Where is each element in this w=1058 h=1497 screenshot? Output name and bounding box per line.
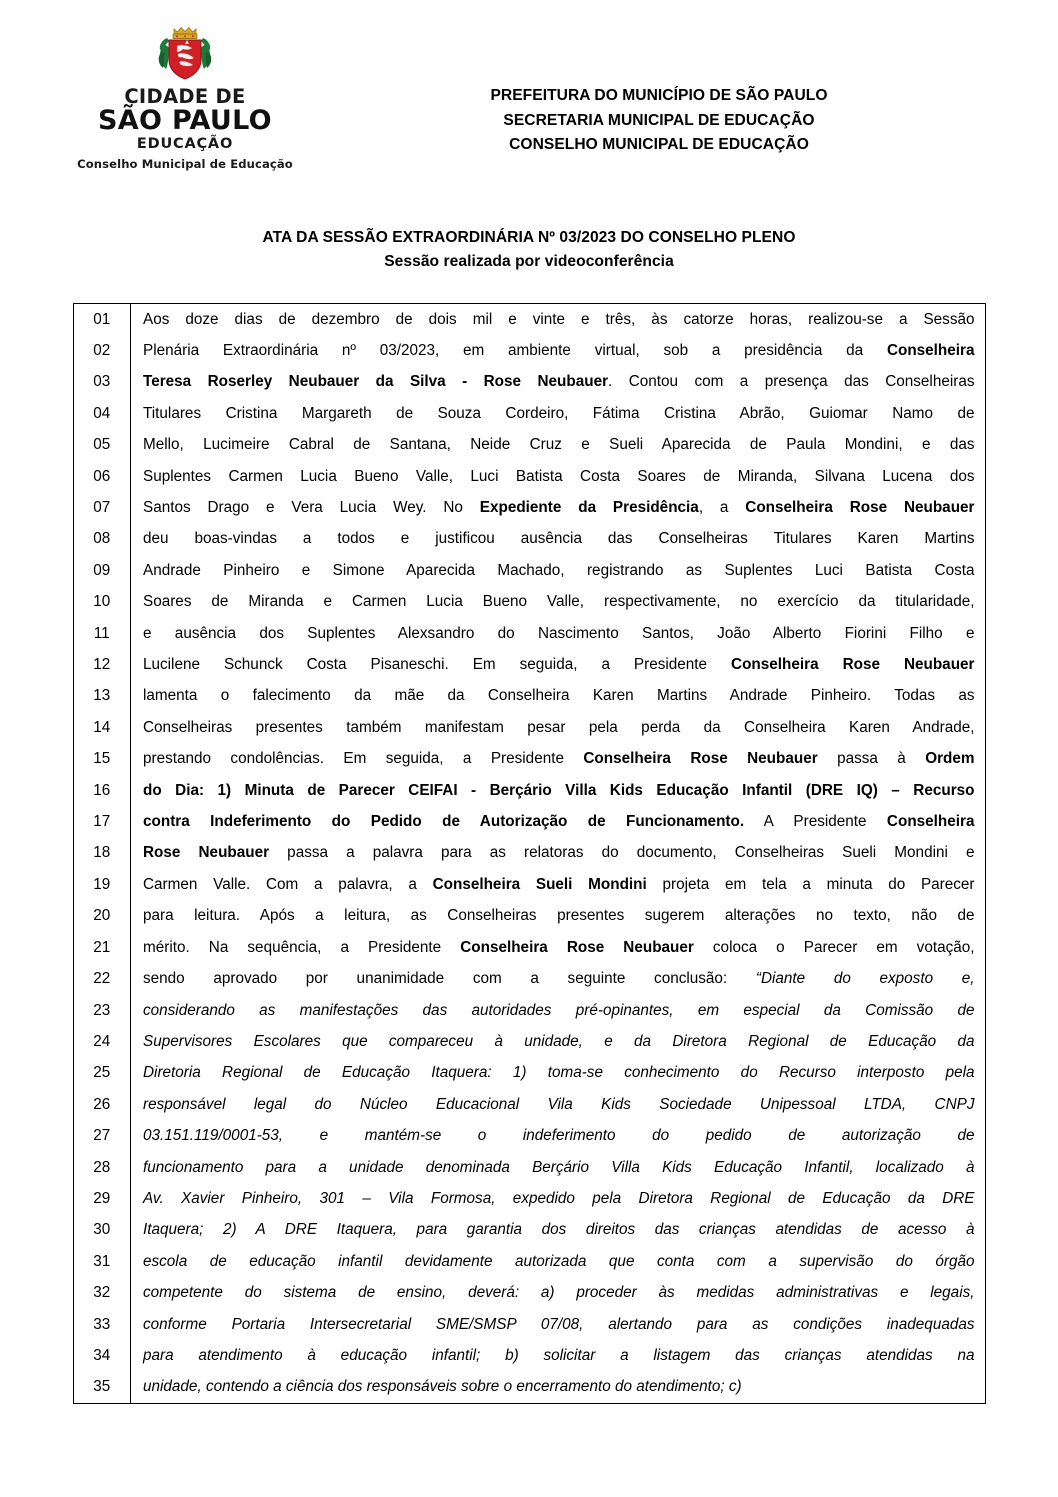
text-run-normal: coloca o Parecer em votação, [693, 938, 975, 956]
table-row [74, 555, 985, 586]
line-text [131, 304, 985, 335]
text-run-normal: Soares de Miranda e Carmen Lucia Bueno Valle, respectivamente, no exercício da titularidade, [143, 593, 975, 611]
table-row [74, 586, 985, 617]
text-run-bold: Conselheira [886, 813, 975, 831]
line-number: 17 [74, 806, 131, 837]
logo-line-educacao: EDUCAÇÃO [136, 135, 234, 152]
text-run-italic: “Diante do exposto e, [755, 970, 975, 988]
text-run-italic: Av. Xavier Pinheiro, 301 – Vila Formosa, expedido pela Diretora Regional de Educação da DRE [143, 1189, 975, 1207]
header-title-block [330, 22, 1058, 158]
text-run-italic: Diretoria Regional de Educação Itaquera: 1) toma-se conhecimento do Recurso interposto pela [143, 1064, 975, 1082]
table-row [74, 1309, 985, 1340]
line-text [131, 869, 985, 900]
table-row [74, 366, 985, 397]
text-run-bold: do Dia: 1) Minuta de Parecer CEIFAI - Berçário Villa Kids Educação Infantil (DRE IQ) – Recurso [143, 781, 975, 799]
line-number: 15 [74, 743, 131, 774]
text-run-bold: Conselheira Sueli Mondini [432, 875, 647, 893]
line-text [131, 461, 985, 492]
table-row [74, 743, 985, 774]
table-row [74, 775, 985, 806]
text-run-normal: prestando condolências. Em seguida, a Presidente [143, 750, 584, 768]
line-number: 20 [74, 900, 131, 931]
line-number: 12 [74, 649, 131, 680]
text-run-normal: A Presidente [744, 813, 887, 831]
table-row [74, 1340, 985, 1371]
table-row [74, 1026, 985, 1057]
text-run-normal: , a [698, 499, 746, 517]
table-row [74, 995, 985, 1026]
sao-paulo-coat-of-arms-icon [156, 22, 214, 84]
line-text [131, 775, 985, 806]
line-number: 22 [74, 963, 131, 994]
line-text [131, 429, 985, 460]
table-row [74, 900, 985, 931]
text-run-normal: para leitura. Após a leitura, as Conselheiras presentes sugerem alterações no texto, não de [143, 907, 975, 925]
table-row [74, 523, 985, 554]
table-row [74, 304, 985, 335]
line-text [131, 806, 985, 837]
line-number: 25 [74, 1057, 131, 1088]
page-subtitle: Sessão realizada por videoconferência [384, 253, 674, 271]
table-row [74, 1089, 985, 1120]
text-run-bold: Rose Neubauer [143, 844, 270, 862]
text-run-bold: Conselheira [886, 341, 975, 359]
line-number: 19 [74, 869, 131, 900]
line-number: 29 [74, 1183, 131, 1214]
line-text [131, 932, 985, 963]
line-text [131, 555, 985, 586]
table-row [74, 492, 985, 523]
text-run-italic: funcionamento para a unidade denominada Berçário Villa Kids Educação Infantil, localizado à [143, 1158, 975, 1176]
line-number: 07 [74, 492, 131, 523]
line-number: 30 [74, 1214, 131, 1245]
line-text [131, 523, 985, 554]
text-run-normal: Mello, Lucimeire Cabral de Santana, Neide Cruz e Sueli Aparecida de Paula Mondini, e das [143, 436, 975, 454]
line-text [131, 1309, 985, 1340]
line-number: 23 [74, 995, 131, 1026]
table-row [74, 1371, 985, 1402]
line-number: 35 [74, 1371, 131, 1402]
line-number: 06 [74, 461, 131, 492]
table-row [74, 429, 985, 460]
text-run-italic: escola de educação infantil devidamente autorizada que conta com a supervisão do órgão [143, 1252, 975, 1270]
document-header [0, 0, 1058, 171]
text-run-italic: Itaquera; 2) A DRE Itaquera, para garantia dos direitos das crianças atendidas de acesso à [143, 1221, 975, 1239]
table-row [74, 618, 985, 649]
table-row [74, 837, 985, 868]
line-number: 04 [74, 398, 131, 429]
text-run-bold: Conselheira Rose Neubauer [583, 750, 818, 768]
line-text [131, 1183, 985, 1214]
logo-line-cidade: CIDADE DE [124, 85, 246, 108]
text-run-italic: competente do sistema de ensino, deverá: a) proceder às medidas administrativas e legais, [143, 1284, 975, 1302]
minutes-table [74, 304, 985, 1403]
text-run-italic: conforme Portaria Intersecretarial SME/SMSP 07/08, alertando para as condições inadequadas [143, 1315, 975, 1333]
line-number: 16 [74, 775, 131, 806]
text-run-bold: Ordem [925, 750, 975, 768]
text-run-normal: Suplentes Carmen Lucia Bueno Valle, Luci Batista Costa Soares de Miranda, Silvana Lucena dos [143, 467, 975, 485]
institution-logo [0, 22, 330, 171]
header-line-secretaria: SECRETARIA MUNICIPAL DE EDUCAÇÃO [503, 111, 815, 129]
line-number: 31 [74, 1246, 131, 1277]
text-run-italic: Supervisores Escolares que compareceu à unidade, e da Diretora Regional de Educação da [143, 1032, 975, 1050]
text-run-normal: Titulares Cristina Margareth de Souza Cordeiro, Fátima Cristina Abrão, Guiomar Namo de [143, 404, 975, 422]
line-text [131, 366, 985, 397]
text-run-italic: responsável legal do Núcleo Educacional Vila Kids Sociedade Unipessoal LTDA, CNPJ [143, 1095, 975, 1113]
line-number: 02 [74, 335, 131, 366]
table-row [74, 1214, 985, 1245]
text-run-italic: unidade, contendo a ciência dos responsáveis sobre o encerramento do atendimento; c) [143, 1378, 742, 1396]
text-run-bold: Expediente da Presidência [479, 499, 699, 517]
text-run-normal: Andrade Pinheiro e Simone Aparecida Machado, registrando as Suplentes Luci Batista Costa [143, 561, 975, 579]
line-text [131, 618, 985, 649]
line-text [131, 680, 985, 711]
text-run-normal: lamenta o falecimento da mãe da Conselheira Karen Martins Andrade Pinheiro. Todas as [143, 687, 975, 705]
text-run-normal: deu boas-vindas a todos e justificou ausência das Conselheiras Titulares Karen Martins [143, 530, 975, 548]
line-text [131, 900, 985, 931]
document-title [0, 226, 1058, 274]
line-text [131, 743, 985, 774]
line-number: 11 [74, 618, 131, 649]
text-run-normal: Santos Drago e Vera Lucia Wey. No [143, 499, 480, 517]
line-number: 24 [74, 1026, 131, 1057]
text-run-italic: para atendimento à educação infantil; b) solicitar a listagem das crianças atendidas na [143, 1346, 975, 1364]
table-row [74, 806, 985, 837]
line-text [131, 1277, 985, 1308]
line-text [131, 1246, 985, 1277]
table-row [74, 1120, 985, 1151]
text-run-normal: Carmen Valle. Com a palavra, a [143, 875, 433, 893]
line-number: 09 [74, 555, 131, 586]
table-row [74, 461, 985, 492]
text-run-normal: projeta em tela a minuta do Parecer [646, 875, 975, 893]
text-run-italic: considerando as manifestações das autoridades pré-opinantes, em especial da Comissão de [143, 1001, 975, 1019]
line-text [131, 398, 985, 429]
line-number: 33 [74, 1309, 131, 1340]
line-text [131, 1214, 985, 1245]
text-run-bold: Conselheira Rose Neubauer [745, 499, 975, 517]
table-row [74, 869, 985, 900]
line-text [131, 1152, 985, 1183]
line-text [131, 1089, 985, 1120]
table-row [74, 963, 985, 994]
line-number: 18 [74, 837, 131, 868]
line-number: 08 [74, 523, 131, 554]
line-number: 05 [74, 429, 131, 460]
table-row [74, 680, 985, 711]
line-text [131, 586, 985, 617]
table-row [74, 1152, 985, 1183]
text-run-bold: Conselheira Rose Neubauer [460, 938, 694, 956]
text-run-bold: Teresa Roserley Neubauer da Silva - Rose Neubauer [143, 373, 609, 391]
text-run-bold: Conselheira Rose Neubauer [731, 656, 975, 674]
text-run-normal: Plenária Extraordinária nº 03/2023, em ambiente virtual, sob a presidência da [143, 341, 887, 359]
line-number: 26 [74, 1089, 131, 1120]
line-number: 28 [74, 1152, 131, 1183]
line-text [131, 1120, 985, 1151]
minutes-line-table [73, 303, 986, 1404]
table-row [74, 398, 985, 429]
text-run-normal: passa a palavra para as relatoras do documento, Conselheiras Sueli Mondini e [269, 844, 975, 862]
line-text [131, 1057, 985, 1088]
table-row [74, 1277, 985, 1308]
text-run-normal: . Contou com a presença das Conselheiras [608, 373, 975, 391]
header-line-conselho: CONSELHO MUNICIPAL DE EDUCAÇÃO [509, 136, 809, 154]
line-number: 01 [74, 304, 131, 335]
line-text [131, 837, 985, 868]
line-text [131, 335, 985, 366]
text-run-italic: 03.151.119/0001-53, e mantém-se o indeferimento do pedido de autorização de [143, 1127, 975, 1145]
line-number: 34 [74, 1340, 131, 1371]
table-row [74, 1246, 985, 1277]
text-run-bold: contra Indeferimento do Pedido de Autorização de Funcionamento. [143, 813, 745, 831]
line-text [131, 1026, 985, 1057]
text-run-normal: Conselheiras presentes também manifestam pesar pela perda da Conselheira Karen Andrade, [143, 718, 975, 736]
line-text [131, 649, 985, 680]
page-title: ATA DA SESSÃO EXTRAORDINÁRIA Nº 03/2023 DO CONSELHO PLENO [262, 229, 796, 247]
table-row [74, 335, 985, 366]
line-number: 03 [74, 366, 131, 397]
header-line-prefeitura: PREFEITURA DO MUNICÍPIO DE SÃO PAULO [490, 87, 828, 104]
line-number: 32 [74, 1277, 131, 1308]
table-row [74, 1183, 985, 1214]
line-number: 14 [74, 712, 131, 743]
logo-line-sao-paulo: SÃO PAULO [98, 104, 272, 136]
text-run-normal: e ausência dos Suplentes Alexsandro do Nascimento Santos, João Alberto Fiorini Filho e [143, 624, 975, 642]
line-text [131, 1371, 985, 1402]
line-text [131, 712, 985, 743]
text-run-normal: Aos doze dias de dezembro de dois mil e vinte e três, às catorze horas, realizou-se a Sessão [143, 310, 975, 328]
text-run-normal: passa à [817, 750, 926, 768]
table-row [74, 932, 985, 963]
line-text [131, 1340, 985, 1371]
text-run-normal: Lucilene Schunck Costa Pisaneschi. Em seguida, a Presidente [143, 656, 732, 674]
line-text [131, 492, 985, 523]
line-text [131, 995, 985, 1026]
text-run-normal: mérito. Na sequência, a Presidente [143, 938, 461, 956]
logo-line-conselho: Conselho Municipal de Educação [77, 157, 293, 172]
line-number: 10 [74, 586, 131, 617]
line-number: 21 [74, 932, 131, 963]
line-text [131, 963, 985, 994]
line-number: 13 [74, 680, 131, 711]
table-row [74, 649, 985, 680]
table-row [74, 712, 985, 743]
table-row [74, 1057, 985, 1088]
text-run-normal: sendo aprovado por unanimidade com a seguinte conclusão: [143, 970, 756, 988]
line-number: 27 [74, 1120, 131, 1151]
